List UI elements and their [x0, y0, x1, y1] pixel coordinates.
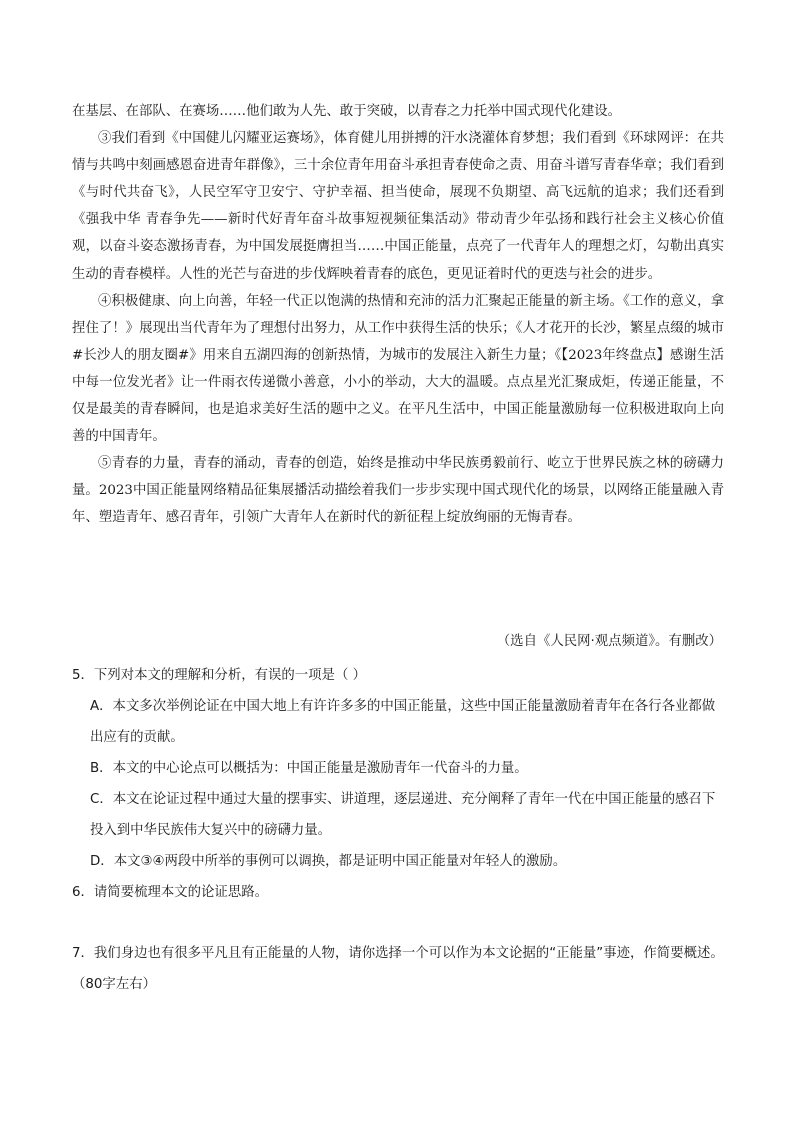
question-section — [72, 660, 724, 1000]
question-5-option-b: B．本文的中心论点可以概括为：中国正能量是激励青年一代奋斗的力量。 — [90, 761, 528, 776]
passage-paragraph-intro: 在基层、在部队、在赛场……他们敢为人先、敢于突破，以青春之力托举中国式现代化建设。 — [72, 104, 622, 119]
reading-passage — [72, 98, 724, 532]
question-5-option-c: C．本文在论证过程中通过大量的摆事实、讲道理，逐层递进、充分阐释了青年一代在中国正能量的感召下投入到中华民族伟大复兴中的磅礴力量。 — [90, 792, 716, 838]
question-5-stem: 5．下列对本文的理解和分析，有误的一项是（ ） — [72, 668, 366, 683]
passage-source: （选自《人民网·观点频道》。有删改） — [496, 634, 722, 649]
question-7-stem: 7．我们身边也有很多平凡且有正能量的人物，请你选择一个可以作为本文论据的“正能量”事迹，作简要概述。（80字左右） — [72, 946, 724, 992]
question-6-stem: 6．请简要梳理本文的论证思路。 — [72, 885, 268, 900]
question-5-option-d: D．本文③④两段中所举的事例可以调换，都是证明中国正能量对年轻人的激励。 — [90, 854, 567, 869]
passage-paragraph-3: ③我们看到《中国健儿闪耀亚运赛场》，体育健儿用拼搏的汗水浇灌体育梦想；我们看到《环球网评：在共情与共鸣中刻画感恩奋进青年群像》，三十余位青年用奋斗承担青春使命之责、用奋斗谱写青春华章；我们看到《与时代共奋飞》，人民空军守卫安宁、守护幸福、担当使命，展现不负期望、高飞远航的追求；我们还看到《强我中华 青春争先——新时代好青年奋斗故事短视频征集活动》带动青少年弘扬和践行社会主义核心价值观，以奋斗姿态激扬青春，为中国发展挺膺担当……中国正能量，点亮了一代青年人的理想之灯，勾勒出真实生动的青春模样。人性的光芒与奋进的步伐辉映着青春的底色，更见证着时代的更迭与社会的进步。 — [72, 131, 724, 282]
passage-paragraph-5: ⑤青春的力量，青春的涌动，青春的创造，始终是推动中华民族勇毅前行、屹立于世界民族之林的磅礴力量。2023中国正能量网络精品征集展播活动描绘着我们一步步实现中国式现代化的场景，以网络正能量融入青年、塑造青年、感召青年，引领广大青年人在新时代的新征程上绽放绚丽的无悔青春。 — [72, 456, 724, 526]
question-5-option-a: A．本文多次举例论证在中国大地上有许许多多的中国正能量，这些中国正能量激励着青年在各行各业都做出应有的贡献。 — [90, 699, 716, 745]
passage-paragraph-4: ④积极健康、向上向善，年轻一代正以饱满的热情和充沛的活力汇聚起正能量的新主场。《工作的意义，拿捏住了！》展现出当代青年为了理想付出努力，从工作中获得生活的快乐；《人才花开的长沙，繁星点缀的城市#长沙人的朋友圈#》用来自五湖四海的创新热情，为城市的发展注入新生力量；《【2023年终盘点】感谢生活中每一位发光者》让一件雨衣传递微小善意，小小的举动，大大的温暖。点点星光汇聚成炬，传递正能量，不仅是最美的青春瞬间，也是追求美好生活的题中之义。在平凡生活中，中国正能量激励每一位积极进取向上向善的中国青年。 — [72, 293, 724, 445]
